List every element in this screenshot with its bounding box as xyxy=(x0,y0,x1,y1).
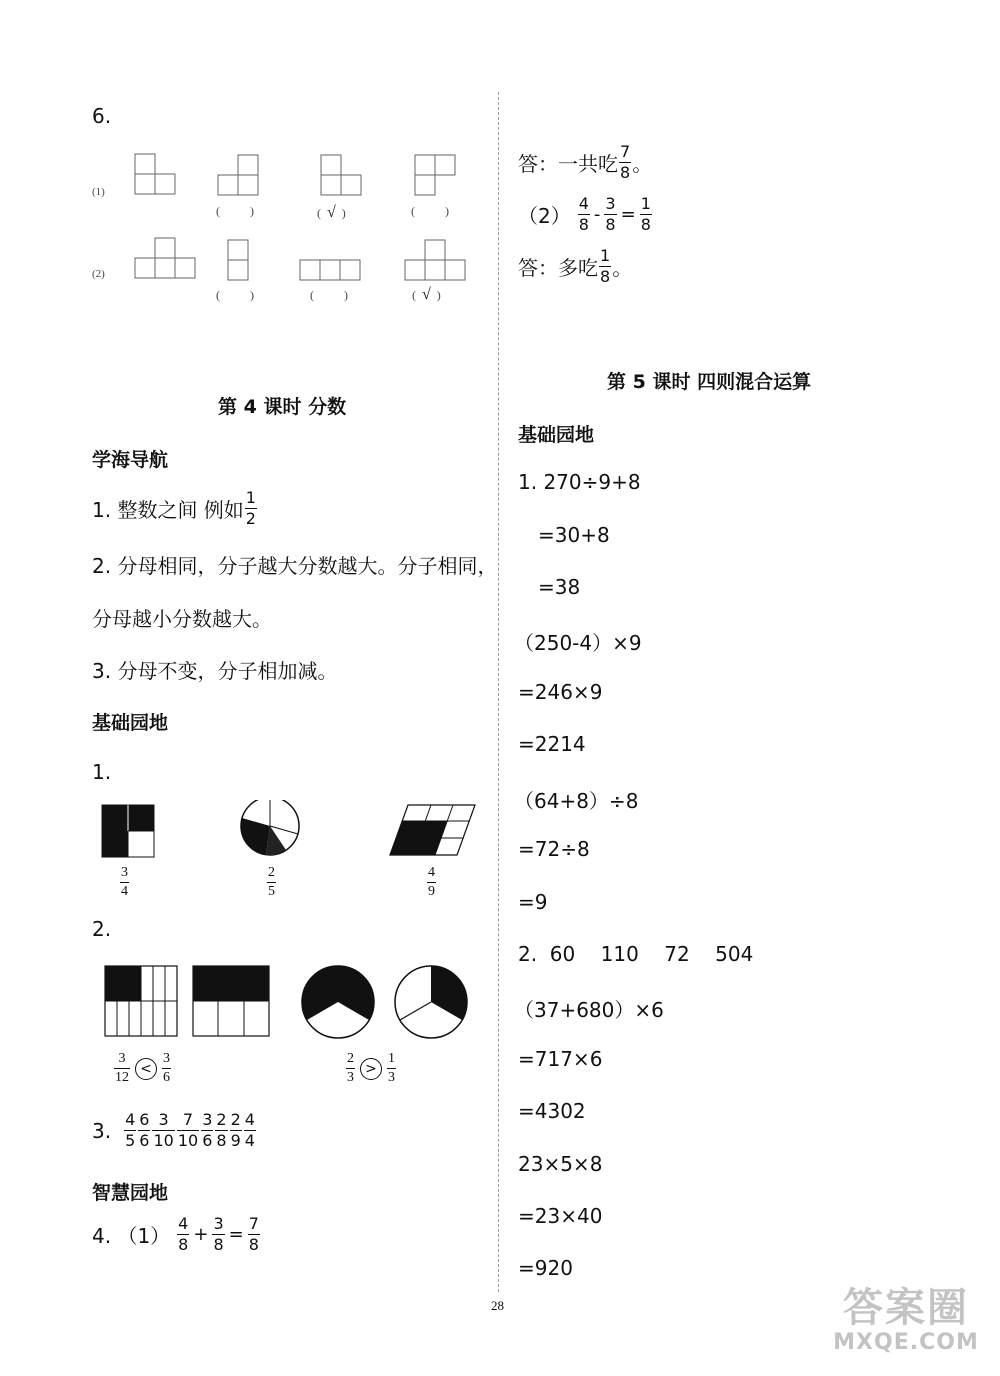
calc-line: =2214 xyxy=(518,732,586,756)
q6-r2-paren-4: ( √ ) xyxy=(412,286,441,303)
calc-line: （250-4）×9 xyxy=(514,631,642,655)
calc-line: （64+8）÷8 xyxy=(514,789,639,813)
section-guide-heading: 学海导航 xyxy=(92,449,169,471)
answer-2: 答：多吃 $\frac{1}{8}$ 。 xyxy=(518,246,633,286)
calc-line: =23×40 xyxy=(518,1204,603,1228)
guide-1-fraction: $\frac{1}{2}$ xyxy=(245,488,256,528)
basic-3: 3. $\frac{4}{5}$ $\frac{6}{6}$ $\frac{3}{10}$ $\frac{7}{10}$ $\frac{3}{6}$ $\frac{2}{8}$ $\frac{2}{9}$ $\frac{4}{4}$ xyxy=(92,1110,255,1150)
section-basic-heading-left: 基础园地 xyxy=(92,712,169,734)
calc-line: 23×5×8 xyxy=(518,1152,603,1176)
calc-line: =246×9 xyxy=(518,680,603,704)
q6-r1-paren-3: ( √ ) xyxy=(317,204,346,221)
q6-r2-paren-2: ( ) xyxy=(216,288,254,302)
answer-1: 答：一共吃 $\frac{7}{8}$ 。 xyxy=(518,142,653,182)
q6-label: 6. xyxy=(92,104,112,128)
guide-item-1: 1. 整数之间 例如 $\frac{1}{2}$ xyxy=(92,488,256,528)
guide-item-3: 3. 分母不变，分子相加减。 xyxy=(92,659,338,683)
basic-2-label: 2. xyxy=(92,917,112,941)
section-basic-heading-right: 基础园地 xyxy=(518,424,595,446)
q6-row2-figures xyxy=(125,232,485,292)
calc-line: =920 xyxy=(518,1256,573,1280)
calc-line: =72÷8 xyxy=(518,837,590,861)
lesson4-title: 第 4 课时 分数 xyxy=(218,396,347,418)
lesson5-title: 第 5 课时 四则混合运算 xyxy=(607,371,812,393)
basic-1-frac-1: $\frac{3}{4}$ xyxy=(121,865,128,899)
column-divider xyxy=(498,92,499,1292)
calc-line: =38 xyxy=(538,575,581,599)
question-2-equation: （2） $\frac{4}{8}$ - $\frac{3}{8}$ = $\frac{1}{8}$ xyxy=(518,194,651,234)
calc-line: =717×6 xyxy=(518,1047,603,1071)
calc-line: （37+680）×6 xyxy=(514,998,664,1022)
basic-1-frac-3: $\frac{4}{9}$ xyxy=(428,865,435,899)
q6-row1-label: (1) xyxy=(92,186,105,198)
q6-r2-paren-3: ( ) xyxy=(310,288,348,302)
calc-line: 1. 270÷9+8 xyxy=(518,470,641,494)
basic-1-label: 1. xyxy=(92,760,112,784)
basic-2-compare-1: $\frac{3}{12}$ < $\frac{3}{6}$ xyxy=(115,1051,170,1085)
guide-item-2-line1: 2. 分母相同，分子越大分数越大。分子相同， xyxy=(92,554,498,578)
calc-line: =4302 xyxy=(518,1099,586,1123)
section-wisdom-heading: 智慧园地 xyxy=(92,1182,169,1204)
page-number: 28 xyxy=(491,1298,504,1313)
watermark-logo: 答案圈 MXQE.COM xyxy=(833,1285,979,1355)
guide-item-2-line2: 分母越小分数越大。 xyxy=(92,607,272,631)
q6-r1-paren-2: ( ) xyxy=(216,204,254,218)
q6-row2-label: (2) xyxy=(92,268,105,280)
basic-2-figures xyxy=(100,962,480,1042)
calc-line: =9 xyxy=(518,890,548,914)
calc-line: =30+8 xyxy=(538,523,610,547)
basic-1-frac-2: $\frac{2}{5}$ xyxy=(268,865,275,899)
q6-r1-paren-4: ( ) xyxy=(411,204,449,218)
calc-line: 2. 60 110 72 504 xyxy=(518,942,754,966)
wisdom-4: 4. （1） $\frac{4}{8}$ + $\frac{3}{8}$ = $\frac{7}{8}$ xyxy=(92,1214,259,1254)
basic-2-compare-2: $\frac{2}{3}$ > $\frac{1}{3}$ xyxy=(347,1051,395,1085)
basic-1-figures xyxy=(100,800,480,862)
